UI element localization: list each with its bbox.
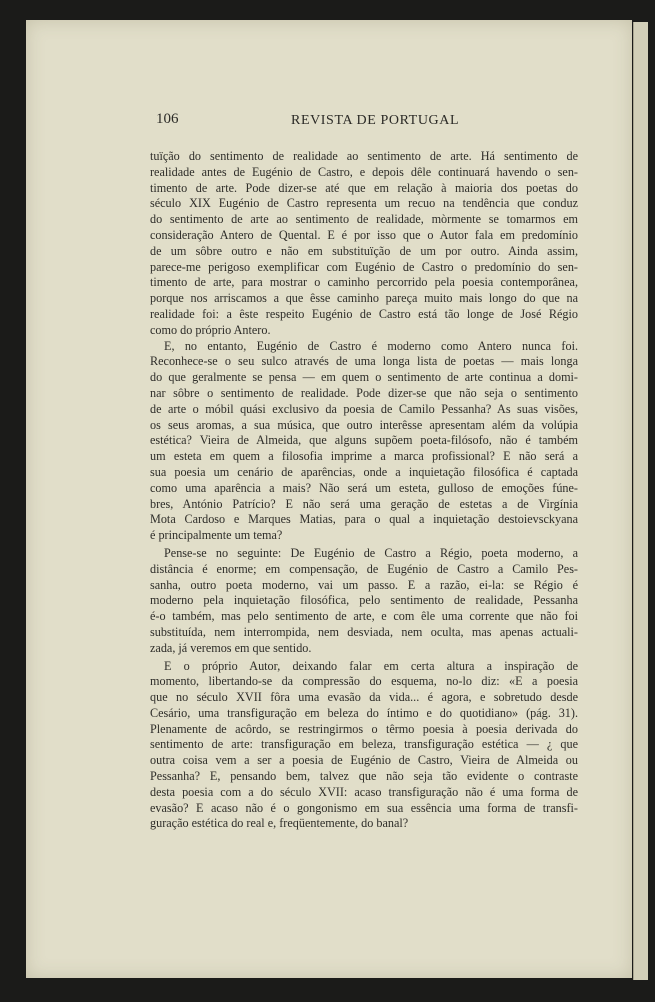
page-number: 106 (156, 111, 179, 127)
text-line: bres, António Patrício? E não será uma geração de estetas a de Virgínia (150, 496, 578, 511)
text-line: evasão? E acaso não é o gongonismo em sua essência uma forma de transfi- (150, 800, 578, 815)
page-header (156, 111, 582, 131)
text-line: os seus aromas, a sua música, que outro interêsse apresentam além da volúpia (150, 417, 578, 432)
text-line: realidade foi: a êste respeito Eugénio de Castro está tão longe de José Régio (150, 306, 578, 321)
text-line: zada, já veremos em que sentido. (150, 640, 312, 655)
text-line: tuïção do sentimento de realidade ao sentimento de arte. Há sentimento de (150, 149, 578, 163)
text-line: estética? Vieira de Almeida, que alguns supõem poeta-filósofo, não é também (150, 433, 578, 448)
text-line: desta poesia com a do século XVII: acaso transfiguração não é uma forma de (150, 784, 578, 799)
text-line: um esteta em quem a filosofia imprime a marca profissional? E não será a (150, 449, 578, 464)
text-line: timento de arte. Pode dizer-se até que em relação à maioria dos poetas do (150, 180, 578, 195)
text-line: é principalmente um tema? (150, 528, 283, 543)
text-line: sentimento de arte: transfiguração em beleza, transfiguração estética — ¿ que (150, 737, 578, 752)
text-line: de um sôbre outro e não em substituïção de um por outro. Ainda assim, (150, 243, 578, 258)
text-line: porque nos arriscamos a que êsse caminho pareça muito mais longo do que na (150, 291, 578, 306)
text-line: do sentimento de arte ao sentimento de realidade, mòrmente se tomarmos em (150, 212, 578, 227)
text-line: consideração Antero de Quental. E é por isso que o Autor fala em predomínio (150, 227, 578, 242)
text-line: distância é enorme; em compensação, de Eugénio de Castro a Camilo Pes- (150, 561, 578, 576)
text-line: Plenamente de acôrdo, se restringirmos o têrmo poesia à poesia derivada do (150, 721, 578, 736)
text-line: momento, libertando-se da compressão do esquema, no-lo diz: «E a poesia (150, 674, 578, 689)
text-line: substituída, nem interrompida, nem desviada, nem oculta, mas apenas actuali- (150, 624, 578, 639)
page-edge-shadow (633, 22, 648, 980)
text-line: E o próprio Autor, deixando falar em certa altura a inspiração de (164, 658, 578, 673)
text-line: do que geralmente se pensa — em quem o sentimento de arte continua a domi- (150, 370, 578, 385)
text-line: timento de arte, para mostrar o caminho percorrido pela poesia contemporânea, (150, 275, 578, 290)
text-line: Pessanha? E, pensando bem, talvez que não seja tão evidente o contraste (150, 769, 578, 784)
text-line: Cesário, uma transfiguração em beleza do íntimo e do quotidiano» (pág. 31). (150, 705, 578, 720)
text-line: sua poesia um cenário de aparências, onde a inquietação filosófica é captada (150, 464, 578, 479)
text-line: E, no entanto, Eugénio de Castro é moderno como Antero nunca foi. (164, 338, 578, 353)
text-line: realidade antes de Eugénio de Castro, e depois dêle continuará havendo o sen- (150, 164, 578, 179)
text-line: sanha, outro poeta moderno, vai um passo. E a razão, ei-la: se Régio é (150, 577, 578, 592)
text-line: século XIX Eugénio de Castro representa um recuo na tendência que conduz (150, 196, 578, 211)
text-line: Reconhece-se o seu sulco através de uma longa lista de poetas — mais longa (150, 354, 578, 369)
text-line: como uma aparência a mais? Não será um esteta, gulloso de emoções fúne- (150, 480, 578, 495)
text-line: que no século XVII fôra uma evasão da vida... é agora, e sobretudo desde (150, 690, 578, 705)
text-line: é-o também, mas pelo sentimento de arte, e com êle uma corrente que não foi (150, 609, 578, 624)
text-line: guração estética do real e, freqüentemente, do banal? (150, 816, 409, 831)
text-line: de arte o móbil quási exclusivo da poesia de Camilo Pessanha? As suas visões, (150, 401, 578, 416)
text-line: parece-me perigoso exemplificar com Eugénio de Castro o predomínio do sen- (150, 259, 578, 274)
text-line: nar sôbre o sentimento de realidade. Pode dizer-se que não seja o sentimento (150, 385, 578, 400)
text-line: outra coisa vem a ser a poesia de Eugénio de Castro, Vieira de Almeida ou (150, 753, 578, 768)
body-text (150, 149, 578, 832)
text-line: moderno pela inquietação filosófica, pelo sentimento de realidade, Pessanha (150, 593, 578, 608)
running-title: REVISTA DE PORTUGAL (291, 113, 460, 128)
text-line: como do próprio Antero. (150, 322, 271, 337)
text-line: Pense-se no seguinte: De Eugénio de Castro a Régio, poeta moderno, a (164, 545, 578, 560)
text-line: Mota Cardoso e Marques Matias, para o qual a inquietação destoievsckyana (150, 512, 578, 527)
